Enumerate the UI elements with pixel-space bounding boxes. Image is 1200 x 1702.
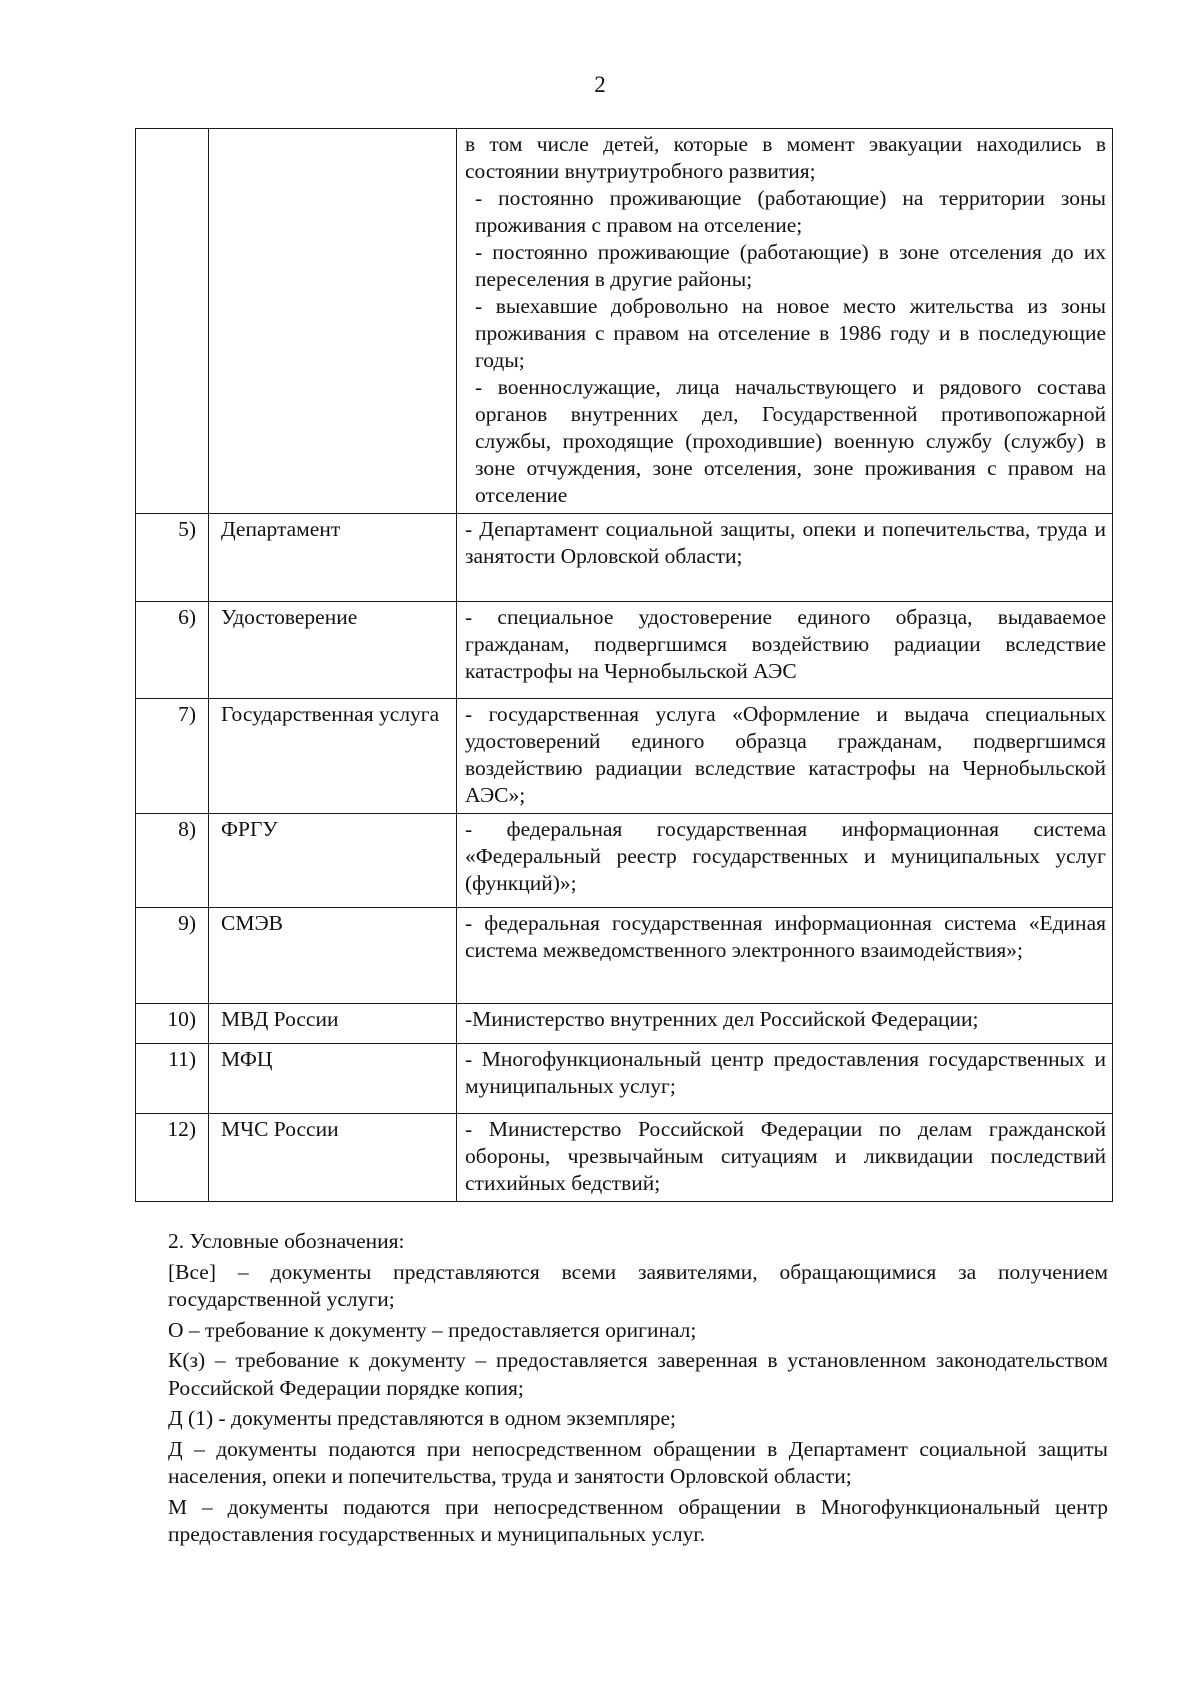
row-term: Департамент: [209, 514, 457, 602]
row-definition: - государственная услуга «Оформление и выдача специальных удостоверений единого образца гражданам, подвергшимся воздействию радиации вследствие катастрофы на Чернобыльской АЭС»;: [457, 699, 1113, 814]
row-number: 10): [136, 1004, 209, 1044]
definition-line: - военнослужащие, лица начальствующего и рядового состава органов внутренних дел, Государственной противопожарной службы, проходящие (проходившие) военную службу (службу) в зоне отчуждения, зоне отселения, зоне проживания с правом на отселение: [475, 375, 1106, 507]
table-row: [136, 1004, 1113, 1044]
row-number: 5): [136, 514, 209, 602]
row-term: ФРГУ: [209, 814, 457, 908]
row-number: 6): [136, 602, 209, 699]
row-definition: [457, 129, 1113, 514]
definition-line: - выехавшие добровольно на новое место жительства из зоны проживания с правом на отселение в 1986 году и в последующие годы;: [475, 294, 1106, 372]
definitions-table: [135, 128, 1113, 1202]
row-number: [136, 129, 209, 514]
table-row: [136, 514, 1113, 602]
table-row: [136, 699, 1113, 814]
definition-line: в том числе детей, которые в момент эвакуации находились в состоянии внутриутробного развития;: [465, 132, 1106, 183]
legend-heading: 2. Условные обозначения:: [168, 1229, 405, 1253]
row-term: МВД России: [209, 1004, 457, 1044]
row-definition: - Департамент социальной защиты, опеки и попечительства, труда и занятости Орловской области;: [457, 514, 1113, 602]
table-row: [136, 814, 1113, 908]
row-term: МФЦ: [209, 1044, 457, 1114]
row-definition: - Многофункциональный центр предоставления государственных и муниципальных услуг;: [457, 1044, 1113, 1114]
page-number: 2: [594, 72, 606, 97]
row-number: 8): [136, 814, 209, 908]
definition-line: - постоянно проживающие (работающие) в зоне отселения до их переселения в другие районы;: [475, 240, 1106, 291]
row-definition: - Министерство Российской Федерации по делам гражданской обороны, чрезвычайным ситуациям и ликвидации последствий стихийных бедствий;: [457, 1114, 1113, 1202]
row-definition: - федеральная государственная информационная система «Единая система межведомственного электронного взаимодействия»;: [457, 908, 1113, 1004]
legend-item: К(з) – требование к документу – предоставляется заверенная в установленном законодательством Российской Федерации порядке копия;: [168, 1348, 1108, 1400]
row-definition: - специальное удостоверение единого образца, выдаваемое гражданам, подвергшимся воздействию радиации вследствие катастрофы на Чернобыльской АЭС: [457, 602, 1113, 699]
legend-item: Д – документы подаются при непосредственном обращении в Департамент социальной защиты населения, опеки и попечительства, труда и занятости Орловской области;: [168, 1436, 1108, 1488]
legend-item: [Все] – документы представляются всеми заявителями, обращающимися за получением государственной услуги;: [168, 1259, 1108, 1311]
row-definition: - федеральная государственная информационная система «Федеральный реестр государственных и муниципальных услуг (функций)»;: [457, 814, 1113, 908]
row-term: Удостоверение: [209, 602, 457, 699]
row-term: МЧС России: [209, 1114, 457, 1202]
table-row: [136, 1044, 1113, 1114]
row-definition: -Министерство внутренних дел Российской Федерации;: [457, 1004, 1113, 1044]
row-term: СМЭВ: [209, 908, 457, 1004]
legend-item: М – документы подаются при непосредственном обращении в Многофункциональный центр предоставления государственных и муниципальных услуг.: [168, 1494, 1108, 1546]
row-number: 9): [136, 908, 209, 1004]
row-term: [209, 129, 457, 514]
row-number: 12): [136, 1114, 209, 1202]
legend-item: Д (1) - документы представляются в одном экземпляре;: [168, 1406, 676, 1430]
row-term: Государственная услуга: [209, 699, 457, 814]
legend: [168, 1228, 1108, 1552]
legend-item: О – требование к документу – предоставляется оригинал;: [168, 1317, 697, 1342]
table-row: [136, 602, 1113, 699]
row-number: 11): [136, 1044, 209, 1114]
definition-line: - постоянно проживающие (работающие) на территории зоны проживания с правом на отселение;: [475, 186, 1106, 237]
table-row: [136, 129, 1113, 514]
table-row: [136, 908, 1113, 1004]
table-row: [136, 1114, 1113, 1202]
row-number: 7): [136, 699, 209, 814]
